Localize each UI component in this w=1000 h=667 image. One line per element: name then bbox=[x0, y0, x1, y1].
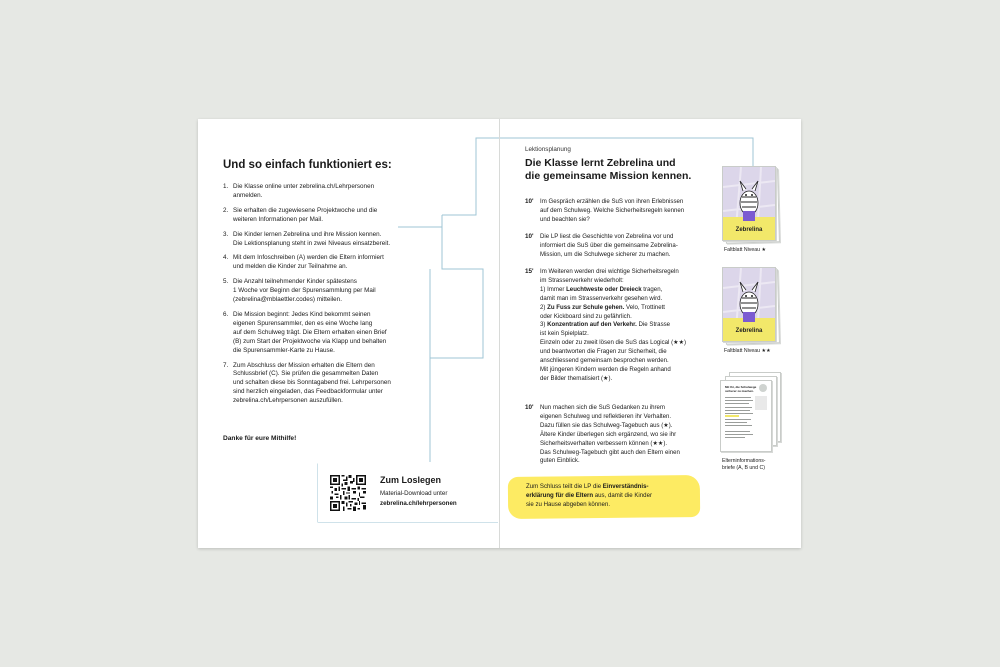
svg-text:Zebrelina: Zebrelina bbox=[735, 328, 763, 334]
left-page bbox=[198, 119, 499, 548]
rule-3: 3) Konzentration auf den Verkehr. Die Strasse ist kein Spielplatz. bbox=[540, 321, 671, 338]
list-item: 3. Die Kinder lernen Zebrelina und ihre Mission kennen. Die Lektionsplanung steht in zwei Niveaus einsatzbereit. bbox=[223, 230, 391, 247]
lesson-step bbox=[525, 404, 710, 466]
right-page bbox=[500, 119, 801, 548]
lesson-step bbox=[525, 233, 710, 260]
right-heading: Die Klasse lernt Zebrelina und die gemeinsame Mission kennen. bbox=[525, 157, 692, 182]
rule-2: 2) Zu Fuss zur Schule gehen. Velo, Trottinett oder Kickboard sind zu gefährlich. bbox=[540, 303, 665, 320]
thanks-text: Danke für eure Mithilfe! bbox=[223, 435, 297, 442]
lesson-text: Im Gespräch erzählen die SuS von ihren Erlebnissen auf dem Schulweg. Welche Sicherheitsregeln kennen und beachten sie? bbox=[540, 198, 685, 223]
steps-list bbox=[223, 183, 423, 412]
svg-text:sicherer zu machen.: sicherer zu machen. bbox=[725, 389, 754, 393]
qr-code-icon[interactable] bbox=[330, 475, 366, 511]
zebra-mascot-icon bbox=[723, 268, 775, 341]
lesson-step bbox=[525, 198, 710, 225]
parent-letter-thumbnail[interactable] bbox=[720, 380, 772, 452]
highlight-text: Zum Schluss teilt die LP die Einverständnis- erklärung für die Eltern aus, damit die Kinder sie zu Hause abgeben können. bbox=[526, 483, 652, 508]
lesson-text: Nun machen sich die SuS Gedanken zu ihrem eigenen Schulweg und reflektieren ihr Verhalten. Dazu füllen sie das Schulweg-Tagebuch aus (★). Ältere Kinder überlegen sich ergänzend, wo sie ihr Sicherheitsverhalten verbessern können (★★). Das Schulweg-Tagebuch gibt auch den Eltern einen guten Einblick. bbox=[540, 404, 680, 465]
list-item: 7. Zum Abschluss der Mission erhalten die Eltern den Schlussbrief (C). Sie prüfen die gesammelten Daten und schalten diese bis Sonntagabend frei. Lehrpersonen sind herzlich eingeladen, das Feedbackformular unter zebrelina.ch/Lehrpersonen auszufüllen. bbox=[223, 361, 391, 405]
svg-text:Mit Ihr, die Schulwege: Mit Ihr, die Schulwege bbox=[725, 385, 757, 389]
lesson-time: 15' bbox=[525, 268, 534, 275]
lesson-time: 10' bbox=[525, 198, 534, 205]
section-label: Lektionsplanung bbox=[525, 146, 571, 153]
lesson-text: Die LP liest die Geschichte von Zebrelina vor und informiert die SuS über die gemeinsame Zebrelina- Mission, um die Schulwege sicherer zu machen. bbox=[540, 233, 678, 258]
rule-1: 1) Immer Leuchtweste oder Dreieck tragen, damit man im Strassenverkehr gesehen wird. bbox=[540, 285, 663, 302]
lesson-time: 10' bbox=[525, 233, 534, 240]
left-heading: Und so einfach funktioniert es: bbox=[223, 159, 392, 171]
lesson-step bbox=[525, 268, 710, 384]
cta-download-link[interactable]: zebrelina.ch/lehrpersonen bbox=[380, 500, 457, 507]
cta-title: Zum Loslegen bbox=[380, 475, 442, 485]
faltblatt-level2-thumbnail[interactable] bbox=[722, 267, 776, 342]
zebra-mascot-icon bbox=[723, 167, 775, 240]
lesson-text: Im Weiteren werden drei wichtige Sicherheitsregeln im Strassenverkehr wiederholt: bbox=[540, 268, 679, 284]
svg-text:Zebrelina: Zebrelina bbox=[735, 227, 763, 233]
list-item: 6. Die Mission beginnt: Jedes Kind bekommt seinen eigenen Spurensammler, den es eine Woche lang auf dem Schulweg trägt. Die Eltern erhalten einen Brief (B) zum Start der Projektwoche via Klapp und behalten die Spurensammler-Karte zu Hause. bbox=[223, 310, 387, 354]
thumbnail-caption: Faltblatt Niveau ★★ bbox=[724, 348, 771, 354]
cta-subtitle: Material-Download unter bbox=[380, 490, 448, 497]
list-item: 5. Die Anzahl teilnehmender Kinder spätestens 1 Woche vor Beginn der Spurensammlung per Mail (zebrelina@mblaettler.codes) mitteilen. bbox=[223, 278, 376, 304]
faltblatt-level1-thumbnail[interactable] bbox=[722, 166, 776, 241]
list-item: 1. Die Klasse online unter zebrelina.ch/Lehrpersonen anmelden. bbox=[223, 183, 375, 199]
thumbnail-caption: Elterninformations- briefe (A, B und C) bbox=[722, 458, 766, 472]
cta-box[interactable] bbox=[318, 462, 498, 522]
thumbnail-caption: Faltblatt Niveau ★ bbox=[724, 247, 767, 253]
lesson-time: 10' bbox=[525, 404, 534, 411]
list-item: 4. Mit dem Infoschreiben (A) werden die Eltern informiert und melden die Kinder zur Teilnahme an. bbox=[223, 254, 384, 271]
list-item: 2. Sie erhalten die zugewiesene Projektwoche und die weiteren Informationen per Mail. bbox=[223, 206, 378, 223]
lesson-text: Einzeln oder zu zweit lösen die SuS das Logical (★★) und beantworten die Fragen zur Sicherheit, die anschliessend gemeinsam besprochen werden. Mit jüngeren Kindern werden die Regeln anhand der Bilder thematisiert (★). bbox=[540, 339, 687, 382]
booklet bbox=[198, 119, 801, 548]
document-icon bbox=[721, 381, 771, 451]
